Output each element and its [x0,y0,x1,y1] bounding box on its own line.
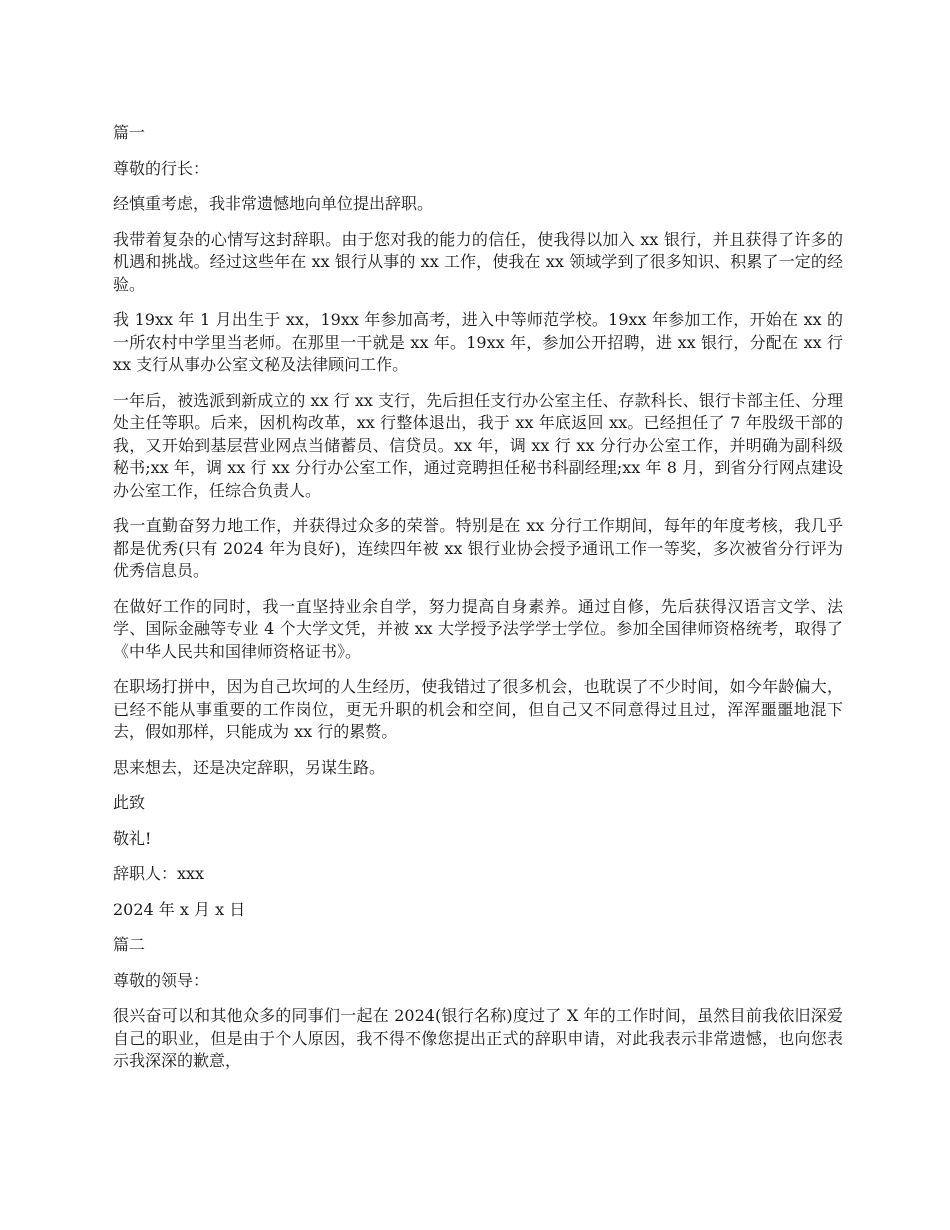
salutation-1: 尊敬的行长： [113,158,210,178]
signature-line: 辞职人：xxx [113,864,205,883]
body-paragraph: 我一直勤奋努力地工作，并获得过众多的荣誉。特别是在 xx 分行工作期间，每年的年度考核，我几乎都是优秀(只有 2024 年为良好)，连续四年被 xx 银行业协会授予通讯工作一等奖，多次被省分行评为优秀信息员。 [113,516,843,580]
body-paragraph: 我 19xx 年 1 月出生于 xx，19xx 年参加高考，进入中等师范学校。19xx 年参加工作，开始在 xx 的一所农村中学里当老师。在那里一干就是 xx 年。19xx 年，参加公开招聘，进 xx 银行，分配在 xx 行 xx 支行从事办公室文秘及法律顾问工作。 [113,310,843,374]
body-paragraph: 我带着复杂的心情写这封辞职。由于您对我的能力的信任，使我得以加入 xx 银行，并且获得了许多的机遇和挑战。经过这些年在 xx 银行从事的 xx 工作，使我在 xx 领域学到了很多知识、积累了一定的经验。 [113,229,843,294]
body-paragraph: 一年后，被选派到新成立的 xx 行 xx 支行，先后担任支行办公室主任、存款科长、银行卡部主任、分理处主任等职。后来，因机构改革，xx 行整体退出，我于 xx 年底返回 xx。已经担任了 7 年股级干部的我，又开始到基层营业网点当储蓄员、信贷员。xx 年，调 xx 行 xx 分行办公室工作，并明确为副科级秘书;xx 年，调 xx 行 xx 分行办公室工作，通过竞聘担任秘书科副经理;xx 年 8 月，到省分行网点建设办公室工作，任综合负责人。 [113,390,843,500]
body-paragraph: 在做好工作的同时，我一直坚持业余自学，努力提高自身素养。通过自修，先后获得汉语言文学、法学、国际金融等专业 4 个大学文凭，并被 xx 大学授予法学学士学位。参加全国律师资格统考，取得了《中华人民共和国律师资格证书》。 [113,596,843,661]
salutation-2: 尊敬的领导： [113,970,210,990]
body-paragraph: 思来想去，还是决定辞职，另谋生路。 [113,757,386,777]
date-line: 2024 年 x 月 x 日 [113,899,246,919]
document-page [113,122,843,1086]
closing-line: 此致 [113,793,146,812]
body-paragraph: 很兴奋可以和其他众多的同事们一起在 2024(银行名称)度过了 X 年的工作时间，虽然目前我依旧深爱自己的职业，但是由于个人原因，我不得不像您提出正式的辞职申请，对此我表示非常遗憾，也向您表示我深深的歉意， [113,1006,843,1070]
closing-salute: 敬礼! [113,828,152,848]
body-paragraph: 经慎重考虑，我非常遗憾地向单位提出辞职。 [113,194,434,213]
section-title-1: 篇一 [113,123,146,142]
body-paragraph: 在职场打拼中，因为自己坎坷的人生经历，使我错过了很多机会，也耽误了不少时间，如今年龄偏大，已经不能从事重要的工作岗位，更无升职的机会和空间，但自己又不同意得过且过，浑浑噩噩地混下去，假如那样，只能成为 xx 行的累赘。 [113,677,843,741]
section-title-2: 篇二 [113,935,146,954]
